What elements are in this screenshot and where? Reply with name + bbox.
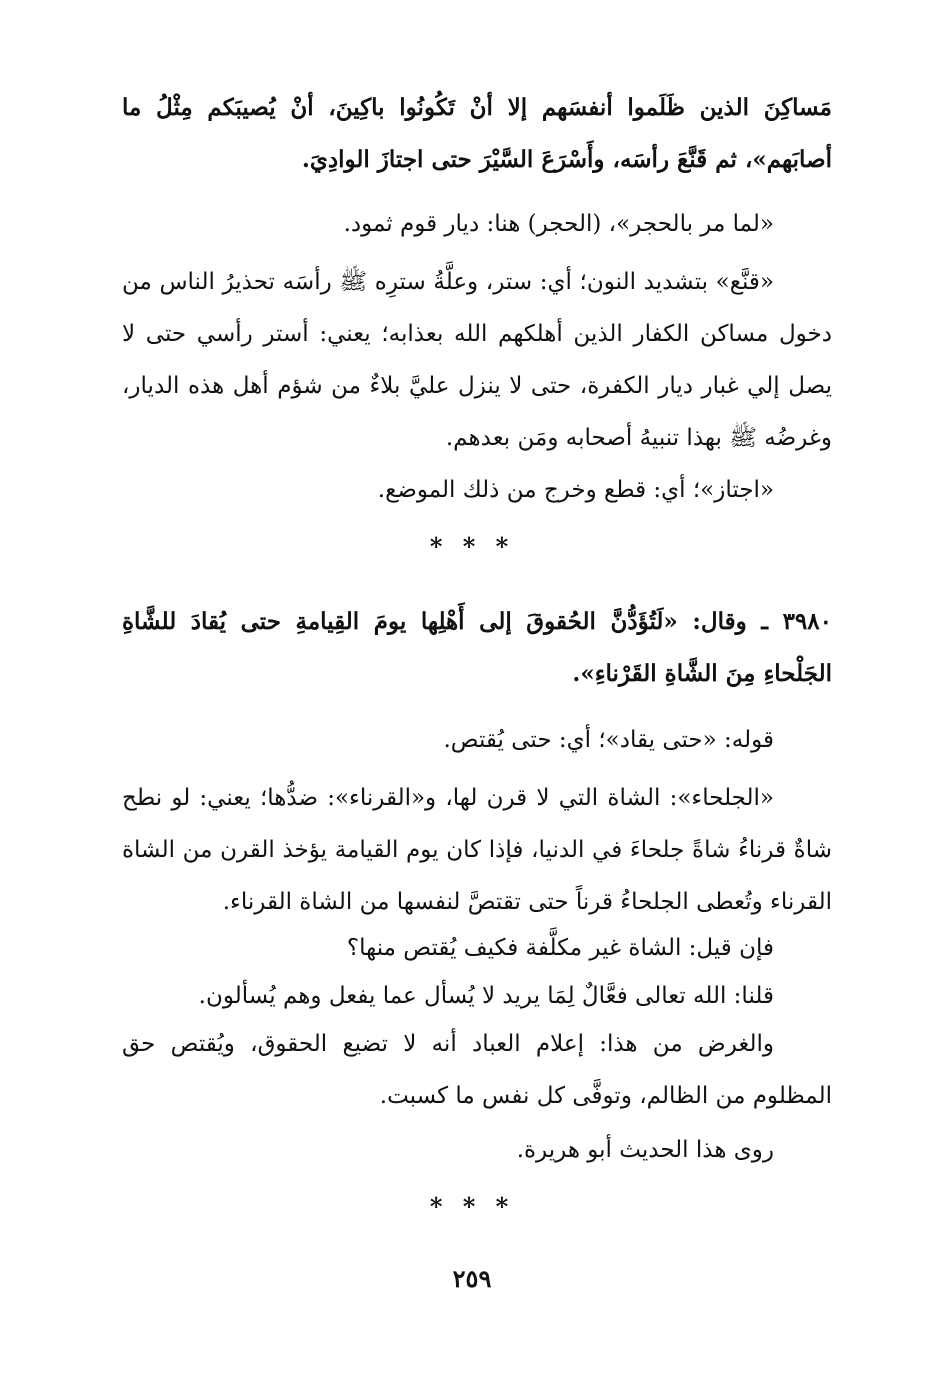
commentary-paragraph: «اجتاز»؛ أي: قطع وخرج من ذلك الموضع. <box>377 477 774 503</box>
hadith-paragraph: ٣٩٨٠ ـ وقال: «لَتُؤَدُّنَّ الحُقوقَ إلى أَهْلِها يومَ القِيامةِ حتى يُقادَ للشَّاةِ الجَلْحاءِ مِنَ الشَّاةِ القَرْناءِ». <box>122 608 832 687</box>
page-number: ٢٥٩ <box>452 1264 492 1293</box>
section-separator: * * * <box>429 1192 515 1221</box>
commentary-paragraph: «الجلحاء»: الشاة التي لا قرن لها، و«القرناء»: ضدُّها؛ يعني: لو نطح شاةٌ قرناءُ شاةً جلحاءَ في الدنيا، فإذا كان يوم القيامة يؤخذ القرن من الشاة القرناء وتُعطى الجلحاءُ قرناً حتى تقتصَّ لنفسها من الشاة القرناء. <box>122 785 832 915</box>
commentary-paragraph: قوله: «حتى يقاد»؛ أي: حتى يُقتص. <box>443 727 774 753</box>
commentary-paragraph: «قنَّع» بتشديد النون؛ أي: ستر، وعلَّةُ سترِه ﷺ رأسَه تحذيرُ الناس من دخول مساكن الكفار الذين أهلكهم الله بعذابه؛ يعني: أستر رأسي حتى لا يصل إلي غبار ديار الكفرة، حتى لا ينزل عليَّ بلاءٌ من شؤم أهل هذه الديار، وغرضُه ﷺ بهذا تنبيهُ أصحابه ومَن بعدهم. <box>122 269 832 451</box>
hadith-continuation-paragraph: مَساكِنَ الذين ظَلَموا أنفسَهم إلا أنْ تَكُونُوا باكِينَ، أنْ يُصيبَكم مِثْلُ ما أصابَهم»، ثم قَنَّعَ رأسَه، وأَسْرَعَ السَّيْرَ حتى اجتازَ الوادِيَ. <box>122 94 832 173</box>
commentary-paragraph: والغرض من هذا: إعلام العباد أنه لا تضيع الحقوق، ويُقتص حق المظلوم من الظالم، وتوفَّى كل نفس ما كسبت. <box>122 1031 832 1109</box>
narrator-paragraph: روى هذا الحديث أبو هريرة. <box>516 1137 774 1163</box>
commentary-paragraph: «لما مر بالحجر»، (الحجر) هنا: ديار قوم ثمود. <box>343 211 774 237</box>
commentary-paragraph: فإن قيل: الشاة غير مكلَّفة فكيف يُقتص منها؟ <box>346 935 774 961</box>
commentary-paragraph: قلنا: الله تعالى فعَّالٌ لِمَا يريد لا يُسأل عما يفعل وهم يُسألون. <box>198 983 774 1009</box>
section-separator: * * * <box>429 532 515 561</box>
